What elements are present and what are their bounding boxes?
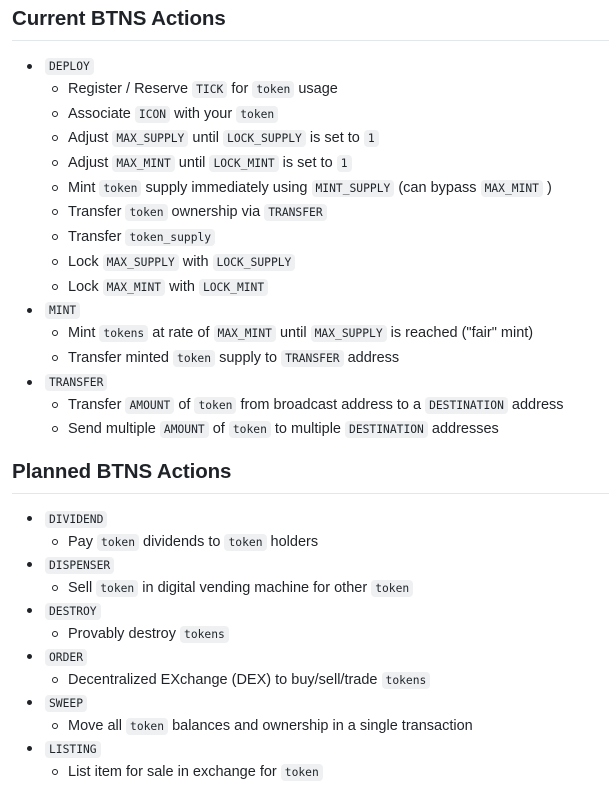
heading-divider bbox=[12, 493, 609, 494]
detail-text: Adjust bbox=[68, 155, 113, 172]
inline-code: DESTINATION bbox=[345, 421, 428, 438]
circle-bullet-icon bbox=[52, 426, 58, 432]
circle-bullet-icon bbox=[52, 234, 58, 240]
inline-code: tokens bbox=[382, 672, 431, 689]
heading-divider bbox=[12, 40, 609, 41]
circle-bullet-icon bbox=[52, 585, 58, 591]
inline-code: token bbox=[252, 81, 294, 98]
current-actions-list bbox=[0, 55, 609, 442]
circle-bullet-icon bbox=[52, 284, 58, 290]
detail-text: Lock bbox=[68, 278, 103, 295]
inline-code: LOCK_SUPPLY bbox=[223, 130, 306, 147]
bullet-icon bbox=[27, 516, 32, 521]
action-detail bbox=[0, 714, 609, 737]
action-name: SWEEP bbox=[45, 695, 87, 712]
action-item bbox=[0, 299, 609, 321]
inline-code: 1 bbox=[364, 130, 379, 147]
detail-text: Transfer bbox=[68, 204, 126, 221]
action-detail bbox=[0, 151, 609, 176]
detail-text: Register / Reserve bbox=[68, 81, 193, 97]
bullet-icon bbox=[27, 654, 32, 659]
detail-text: from broadcast address to a bbox=[236, 396, 426, 413]
detail-text: Transfer minted bbox=[68, 349, 174, 366]
detail-text: Sell bbox=[68, 580, 97, 596]
detail-text: Transfer bbox=[68, 229, 126, 246]
inline-code: MAX_SUPPLY bbox=[103, 254, 179, 271]
inline-code: MAX_MINT bbox=[481, 180, 543, 197]
action-detail bbox=[0, 176, 609, 201]
inline-code: TICK bbox=[192, 81, 227, 98]
bullet-icon bbox=[27, 308, 32, 313]
detail-text: Decentralized EXchange (DEX) to buy/sell/trade bbox=[68, 672, 382, 688]
action-name: DIVIDEND bbox=[45, 511, 107, 528]
inline-code: token bbox=[229, 421, 271, 438]
detail-text: Send multiple bbox=[68, 421, 160, 438]
detail-text: until bbox=[275, 325, 311, 342]
detail-text: of bbox=[174, 396, 195, 413]
action-name: LISTING bbox=[45, 741, 101, 758]
inline-code: token_supply bbox=[125, 229, 215, 246]
inline-code: TRANSFER bbox=[281, 350, 343, 367]
bullet-icon bbox=[27, 746, 32, 751]
inline-code: 1 bbox=[337, 155, 352, 172]
action-name: DISPENSER bbox=[45, 557, 114, 574]
detail-text: until bbox=[174, 155, 210, 172]
action-detail bbox=[0, 126, 609, 151]
detail-text: to multiple bbox=[270, 421, 346, 438]
detail-text: at rate of bbox=[148, 325, 214, 342]
detail-text: for bbox=[227, 81, 253, 97]
detail-text: Adjust bbox=[68, 130, 113, 147]
circle-bullet-icon bbox=[52, 259, 58, 265]
action-item bbox=[0, 737, 609, 760]
action-detail bbox=[0, 102, 609, 127]
circle-bullet-icon bbox=[52, 86, 58, 92]
detail-text: Transfer bbox=[68, 396, 126, 413]
inline-code: MAX_SUPPLY bbox=[112, 130, 188, 147]
detail-text: with bbox=[178, 253, 213, 270]
action-detail bbox=[0, 668, 609, 691]
inline-code: AMOUNT bbox=[125, 397, 174, 414]
inline-code: token bbox=[96, 580, 138, 597]
action-detail bbox=[0, 250, 609, 275]
action-item bbox=[0, 691, 609, 714]
action-detail bbox=[0, 760, 609, 783]
inline-code: DESTINATION bbox=[425, 397, 508, 414]
circle-bullet-icon bbox=[52, 111, 58, 117]
detail-text: until bbox=[188, 130, 224, 147]
heading-current-actions: Current BTNS Actions bbox=[12, 7, 226, 30]
action-name: DESTROY bbox=[45, 603, 101, 620]
action-item bbox=[0, 55, 609, 77]
detail-text: usage bbox=[294, 81, 338, 97]
circle-bullet-icon bbox=[52, 185, 58, 191]
inline-code: AMOUNT bbox=[160, 421, 209, 438]
inline-code: LOCK_SUPPLY bbox=[213, 254, 296, 271]
inline-code: MAX_SUPPLY bbox=[311, 325, 387, 342]
inline-code: tokens bbox=[99, 325, 148, 342]
circle-bullet-icon bbox=[52, 631, 58, 637]
detail-text: Mint bbox=[68, 325, 100, 342]
detail-text: with bbox=[165, 278, 199, 295]
inline-code: token bbox=[194, 397, 236, 414]
inline-code: MINT_SUPPLY bbox=[312, 180, 395, 197]
detail-text: address bbox=[507, 396, 564, 413]
detail-text: ownership via bbox=[167, 204, 265, 221]
detail-text: holders bbox=[266, 534, 319, 550]
bullet-icon bbox=[27, 562, 32, 567]
detail-text: is set to bbox=[305, 130, 364, 147]
action-detail bbox=[0, 530, 609, 553]
detail-text: Mint bbox=[68, 179, 100, 196]
inline-code: token bbox=[125, 204, 167, 221]
action-name: DEPLOY bbox=[45, 58, 94, 75]
inline-code: token bbox=[99, 180, 141, 197]
action-detail bbox=[0, 321, 609, 346]
circle-bullet-icon bbox=[52, 135, 58, 141]
action-item bbox=[0, 371, 609, 393]
circle-bullet-icon bbox=[52, 677, 58, 683]
detail-text: supply to bbox=[215, 349, 282, 366]
action-detail bbox=[0, 393, 609, 418]
circle-bullet-icon bbox=[52, 402, 58, 408]
action-name: ORDER bbox=[45, 649, 87, 666]
action-detail bbox=[0, 576, 609, 599]
inline-code: ICON bbox=[135, 106, 170, 123]
circle-bullet-icon bbox=[52, 723, 58, 729]
bullet-icon bbox=[27, 64, 32, 69]
circle-bullet-icon bbox=[52, 160, 58, 166]
bullet-icon bbox=[27, 608, 32, 613]
detail-text: address bbox=[343, 349, 400, 366]
inline-code: token bbox=[173, 350, 215, 367]
bullet-icon bbox=[27, 380, 32, 385]
detail-text: in digital vending machine for other bbox=[138, 580, 372, 596]
detail-text: is set to bbox=[278, 155, 337, 172]
detail-text: supply immediately using bbox=[141, 179, 312, 196]
detail-text: Provably destroy bbox=[68, 626, 181, 642]
inline-code: MAX_MINT bbox=[214, 325, 276, 342]
action-detail bbox=[0, 200, 609, 225]
detail-text: Lock bbox=[68, 253, 103, 270]
bullet-icon bbox=[27, 700, 32, 705]
detail-text: Pay bbox=[68, 534, 98, 550]
circle-bullet-icon bbox=[52, 209, 58, 215]
detail-text: Associate bbox=[68, 105, 135, 122]
detail-text: addresses bbox=[427, 421, 499, 438]
inline-code: token bbox=[97, 534, 139, 551]
action-detail bbox=[0, 275, 609, 300]
planned-actions-list bbox=[0, 507, 609, 783]
circle-bullet-icon bbox=[52, 539, 58, 545]
inline-code: token bbox=[224, 534, 266, 551]
action-detail bbox=[0, 417, 609, 442]
action-item bbox=[0, 553, 609, 576]
action-detail bbox=[0, 622, 609, 645]
inline-code: token bbox=[371, 580, 413, 597]
detail-text: ) bbox=[543, 179, 552, 196]
action-detail bbox=[0, 77, 609, 102]
action-name: TRANSFER bbox=[45, 374, 107, 391]
inline-code: token bbox=[126, 718, 168, 735]
inline-code: LOCK_MINT bbox=[199, 279, 268, 296]
detail-text: of bbox=[208, 421, 229, 438]
circle-bullet-icon bbox=[52, 330, 58, 336]
action-item bbox=[0, 645, 609, 668]
detail-text: List item for sale in exchange for bbox=[68, 764, 281, 780]
detail-text: (can bypass bbox=[394, 179, 481, 196]
inline-code: TRANSFER bbox=[264, 204, 326, 221]
circle-bullet-icon bbox=[52, 769, 58, 775]
action-detail bbox=[0, 225, 609, 250]
action-name: MINT bbox=[45, 302, 80, 319]
detail-text: Move all bbox=[68, 718, 127, 734]
circle-bullet-icon bbox=[52, 355, 58, 361]
action-item bbox=[0, 507, 609, 530]
detail-text: with your bbox=[170, 105, 237, 122]
inline-code: token bbox=[236, 106, 278, 123]
inline-code: tokens bbox=[180, 626, 229, 643]
inline-code: MAX_MINT bbox=[103, 279, 165, 296]
inline-code: token bbox=[281, 764, 323, 781]
detail-text: dividends to bbox=[139, 534, 225, 550]
action-item bbox=[0, 599, 609, 622]
detail-text: is reached ("fair" mint) bbox=[386, 325, 534, 342]
inline-code: LOCK_MINT bbox=[209, 155, 278, 172]
heading-planned-actions: Planned BTNS Actions bbox=[12, 460, 232, 483]
action-detail bbox=[0, 346, 609, 371]
detail-text: balances and ownership in a single transaction bbox=[168, 718, 473, 734]
inline-code: MAX_MINT bbox=[112, 155, 174, 172]
